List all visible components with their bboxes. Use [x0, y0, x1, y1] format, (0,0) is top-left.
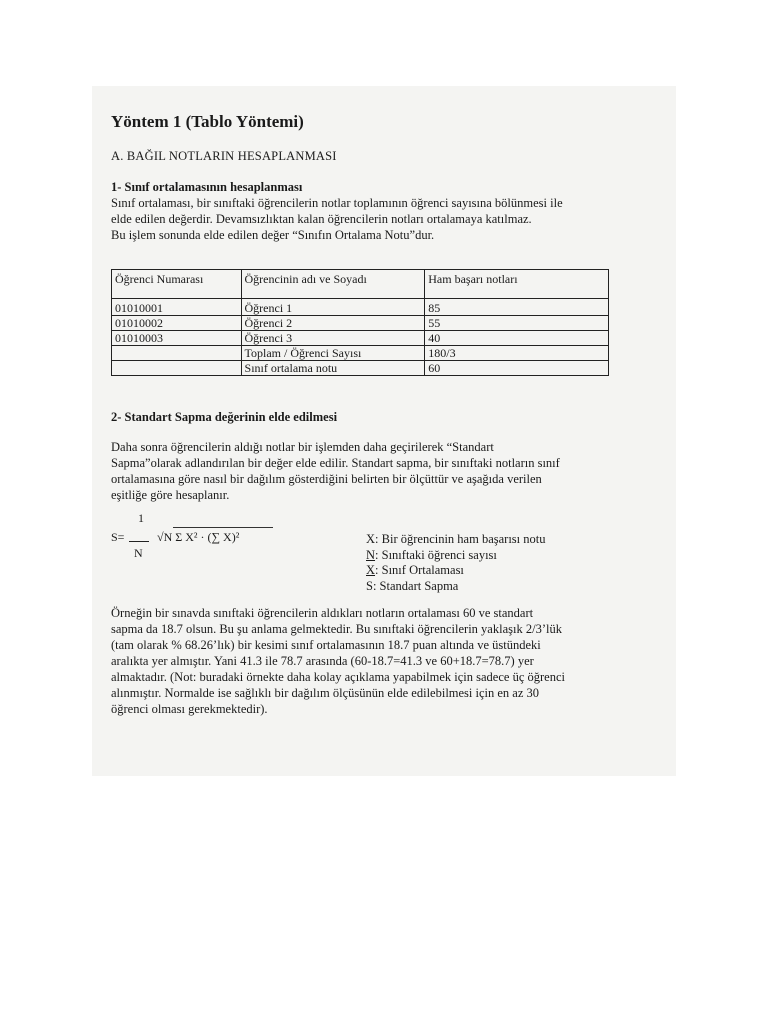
- legend-text: : Sınıftaki öğrenci sayısı: [375, 547, 497, 562]
- table-row: [112, 331, 609, 346]
- formula-radicand: √N Σ X² · (∑ X)²: [157, 530, 240, 544]
- example-paragraph: [111, 605, 615, 717]
- table-header-cell: Öğrenci Numarası: [112, 270, 242, 299]
- standard-deviation-formula: [111, 511, 371, 571]
- paragraph-line: elde edilen değerdir. Devamsızlıktan kalan öğrencilerin notları ortalamaya katılmaz.: [111, 212, 532, 226]
- legend-symbol: S: [366, 578, 373, 593]
- section-2-heading: 2- Standart Sapma değerinin elde edilmesi: [111, 410, 338, 424]
- paragraph-line: öğrenci olması gerekmektedir).: [111, 702, 268, 716]
- table-row: [112, 299, 609, 316]
- table-cell: [112, 361, 242, 376]
- paragraph-line: ortalamasına göre nasıl bir dağılım gösterdiğini belirten bir ölçüttür ve aşağıda verilen: [111, 472, 542, 486]
- section-a-heading: A. BAĞIL NOTLARIN HESAPLANMASI: [111, 149, 337, 163]
- section-2-paragraph: [111, 439, 615, 503]
- table-row: [112, 346, 609, 361]
- legend-item: [366, 548, 545, 564]
- legend-item: [366, 579, 545, 595]
- table-header-cell: Öğrencinin adı ve Soyadı: [241, 270, 425, 299]
- legend-text: : Bir öğrencinin ham başarısı notu: [375, 532, 546, 546]
- page-title: Yöntem 1 (Tablo Yöntemi): [111, 112, 304, 131]
- formula-numerator: 1: [138, 511, 144, 525]
- table-cell: 60: [425, 361, 609, 376]
- paragraph-line: Daha sonra öğrencilerin aldığı notlar bir işlemden daha geçirilerek “Standart: [111, 440, 494, 454]
- table-cell: 40: [425, 331, 609, 346]
- paragraph-line: eşitliğe göre hesaplanır.: [111, 488, 230, 502]
- table-header-cell: Ham başarı notları: [425, 270, 609, 299]
- formula-legend: [366, 532, 545, 594]
- paragraph-line: sapma da 18.7 olsun. Bu şu anlama gelmektedir. Bu sınıftaki öğrencilerin yaklaşık 2/3’lük: [111, 622, 562, 636]
- legend-symbol: X: [366, 532, 376, 546]
- paragraph-line: (tam olarak % 68.26’lık) bir kesimi sınıf ortalamasının 18.7 puan altında ve üstündeki: [111, 638, 541, 652]
- legend-symbol: N: [366, 547, 376, 562]
- paragraph-line: almaktadır. (Not: buradaki örnekte daha kolay açıklama yapabilmek için sadece üç öğrenci: [111, 670, 565, 684]
- table-row: [112, 316, 609, 331]
- table-cell: 01010003: [112, 331, 242, 346]
- fraction-bar: [129, 541, 149, 542]
- table-cell: 180/3: [425, 346, 609, 361]
- table-cell: Öğrenci 2: [241, 316, 425, 331]
- formula-lhs: S=: [111, 530, 125, 544]
- paragraph-line: Sapma”olarak adlandırılan bir değer elde edilir. Standart sapma, bir sınıftaki notların sınıf: [111, 456, 560, 470]
- table-cell: Öğrenci 1: [241, 299, 425, 316]
- table-cell: 01010001: [112, 299, 242, 316]
- table-cell: 01010002: [112, 316, 242, 331]
- table-cell: Sınıf ortalama notu: [241, 361, 425, 376]
- section-1-heading: 1- Sınıf ortalamasının hesaplanması: [111, 180, 303, 194]
- legend-text: : Standart Sapma: [372, 578, 459, 593]
- table-cell: 85: [425, 299, 609, 316]
- table-cell: [112, 346, 242, 361]
- radical-overline: [173, 527, 273, 528]
- formula-denominator: N: [134, 546, 143, 560]
- grades-table: [111, 269, 609, 376]
- table-header-row: [112, 270, 609, 299]
- legend-symbol: X: [366, 563, 376, 577]
- paragraph-line: aralıkta yer almıştır. Yani 41.3 ile 78.7 arasında (60-18.7=41.3 ve 60+18.7=78.7) yer: [111, 654, 534, 668]
- legend-item: [366, 532, 545, 548]
- paragraph-line: Örneğin bir sınavda sınıftaki öğrencilerin aldıkları notların ortalaması 60 ve standart: [111, 606, 534, 620]
- legend-item: [366, 563, 545, 579]
- paragraph-line: alınmıştır. Normalde ise sağlıklı bir dağılım ölçüsünün elde edilebilmesi için en az 30: [111, 686, 540, 700]
- table-row: [112, 361, 609, 376]
- paragraph-line: Bu işlem sonunda elde edilen değer “Sınıfın Ortalama Notu”dur.: [111, 228, 435, 242]
- table-cell: Toplam / Öğrenci Sayısı: [241, 346, 425, 361]
- section-1-paragraph: [111, 195, 621, 243]
- paragraph-line: Sınıf ortalaması, bir sınıftaki öğrencilerin notlar toplamının öğrenci sayısına bölünmesi ile: [111, 196, 563, 210]
- table-cell: Öğrenci 3: [241, 331, 425, 346]
- table-cell: 55: [425, 316, 609, 331]
- legend-text: : Sınıf Ortalaması: [375, 563, 464, 577]
